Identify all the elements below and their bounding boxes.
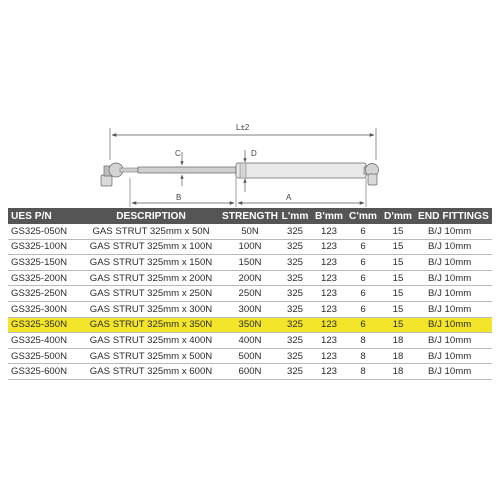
- cell-strength: 50N: [222, 224, 278, 239]
- cell-d: 15: [380, 286, 416, 302]
- cell-b: 123: [312, 301, 346, 317]
- left-end-fitting: [101, 163, 138, 186]
- table-row: [8, 317, 492, 333]
- cell-description: GAS STRUT 325mm x 50N: [80, 224, 222, 239]
- cell-part-number: GS325-500N: [8, 348, 80, 364]
- table-row: [8, 333, 492, 349]
- cell-c: 6: [346, 239, 380, 255]
- table-row: [8, 348, 492, 364]
- cell-c: 6: [346, 255, 380, 271]
- cell-end-fittings: B/J 10mm: [416, 286, 492, 302]
- cell-strength: 150N: [222, 255, 278, 271]
- cell-strength: 500N: [222, 348, 278, 364]
- cell-b: 123: [312, 286, 346, 302]
- cell-description: GAS STRUT 325mm x 600N: [80, 364, 222, 380]
- a-dimension-label: A: [286, 193, 292, 202]
- header-end-fittings: END FITTINGS: [416, 208, 492, 224]
- table-row: [8, 224, 492, 239]
- header-strength: STRENGTH: [222, 208, 278, 224]
- cell-b: 123: [312, 348, 346, 364]
- overall-length-label: L±2: [236, 123, 250, 132]
- cell-b: 123: [312, 270, 346, 286]
- cell-end-fittings: B/J 10mm: [416, 348, 492, 364]
- cell-strength: 100N: [222, 239, 278, 255]
- cell-part-number: GS325-400N: [8, 333, 80, 349]
- overall-length-dimension: [110, 123, 376, 160]
- cell-c: 6: [346, 301, 380, 317]
- cell-part-number: GS325-350N: [8, 317, 80, 333]
- cell-length: 325: [278, 286, 312, 302]
- cell-length: 325: [278, 255, 312, 271]
- cell-description: GAS STRUT 325mm x 250N: [80, 286, 222, 302]
- cell-description: GAS STRUT 325mm x 100N: [80, 239, 222, 255]
- cell-d: 18: [380, 333, 416, 349]
- cell-d: 15: [380, 239, 416, 255]
- table-row: [8, 255, 492, 271]
- cell-c: 8: [346, 333, 380, 349]
- cell-description: GAS STRUT 325mm x 400N: [80, 333, 222, 349]
- gas-strut-diagram: [0, 0, 500, 210]
- cell-strength: 600N: [222, 364, 278, 380]
- cell-strength: 350N: [222, 317, 278, 333]
- cell-c: 8: [346, 364, 380, 380]
- cell-length: 325: [278, 317, 312, 333]
- cell-c: 6: [346, 317, 380, 333]
- cell-d: 15: [380, 255, 416, 271]
- header-description: DESCRIPTION: [80, 208, 222, 224]
- cell-b: 123: [312, 224, 346, 239]
- piston-rod: [138, 167, 236, 173]
- table-row: [8, 301, 492, 317]
- cell-length: 325: [278, 301, 312, 317]
- header-b: B'mm: [312, 208, 346, 224]
- header-l: L'mm: [278, 208, 312, 224]
- table-row: [8, 364, 492, 380]
- cell-length: 325: [278, 239, 312, 255]
- cell-length: 325: [278, 333, 312, 349]
- cylinder-body: [236, 163, 366, 178]
- cell-b: 123: [312, 333, 346, 349]
- cell-d: 18: [380, 364, 416, 380]
- header-c: C'mm: [346, 208, 380, 224]
- cylinder-diameter-label: D: [251, 149, 257, 158]
- cell-strength: 300N: [222, 301, 278, 317]
- cell-strength: 200N: [222, 270, 278, 286]
- cell-part-number: GS325-600N: [8, 364, 80, 380]
- b-dimension-label: B: [176, 193, 182, 202]
- cell-d: 15: [380, 224, 416, 239]
- cell-length: 325: [278, 224, 312, 239]
- cell-part-number: GS325-250N: [8, 286, 80, 302]
- cell-end-fittings: B/J 10mm: [416, 317, 492, 333]
- cell-end-fittings: B/J 10mm: [416, 364, 492, 380]
- cell-strength: 400N: [222, 333, 278, 349]
- cell-b: 123: [312, 317, 346, 333]
- cell-strength: 250N: [222, 286, 278, 302]
- cell-b: 123: [312, 364, 346, 380]
- cell-d: 15: [380, 317, 416, 333]
- cell-c: 8: [346, 348, 380, 364]
- cell-end-fittings: B/J 10mm: [416, 333, 492, 349]
- cell-end-fittings: B/J 10mm: [416, 239, 492, 255]
- cell-description: GAS STRUT 325mm x 350N: [80, 317, 222, 333]
- cell-d: 15: [380, 301, 416, 317]
- table-header-row: [8, 208, 492, 224]
- cell-b: 123: [312, 239, 346, 255]
- cell-part-number: GS325-200N: [8, 270, 80, 286]
- cell-c: 6: [346, 270, 380, 286]
- cell-length: 325: [278, 364, 312, 380]
- cell-description: GAS STRUT 325mm x 200N: [80, 270, 222, 286]
- cell-end-fittings: B/J 10mm: [416, 270, 492, 286]
- cell-part-number: GS325-050N: [8, 224, 80, 239]
- table-row: [8, 286, 492, 302]
- cell-c: 6: [346, 286, 380, 302]
- cell-end-fittings: B/J 10mm: [416, 255, 492, 271]
- rod-diameter-label: C: [175, 149, 181, 158]
- table-row: [8, 270, 492, 286]
- stroke-dimensions: [130, 178, 366, 207]
- header-d: D'mm: [380, 208, 416, 224]
- table-row: [8, 239, 492, 255]
- cell-end-fittings: B/J 10mm: [416, 224, 492, 239]
- cell-b: 123: [312, 255, 346, 271]
- cell-description: GAS STRUT 325mm x 300N: [80, 301, 222, 317]
- cell-part-number: GS325-150N: [8, 255, 80, 271]
- cell-description: GAS STRUT 325mm x 150N: [80, 255, 222, 271]
- gas-strut-spec-table: [8, 208, 492, 380]
- cell-description: GAS STRUT 325mm x 500N: [80, 348, 222, 364]
- cell-d: 18: [380, 348, 416, 364]
- cell-d: 15: [380, 270, 416, 286]
- cell-part-number: GS325-100N: [8, 239, 80, 255]
- cell-part-number: GS325-300N: [8, 301, 80, 317]
- cell-c: 6: [346, 224, 380, 239]
- cell-length: 325: [278, 270, 312, 286]
- header-part-number: UES P/N: [8, 208, 80, 224]
- cell-length: 325: [278, 348, 312, 364]
- table-body: [8, 224, 492, 379]
- cell-end-fittings: B/J 10mm: [416, 301, 492, 317]
